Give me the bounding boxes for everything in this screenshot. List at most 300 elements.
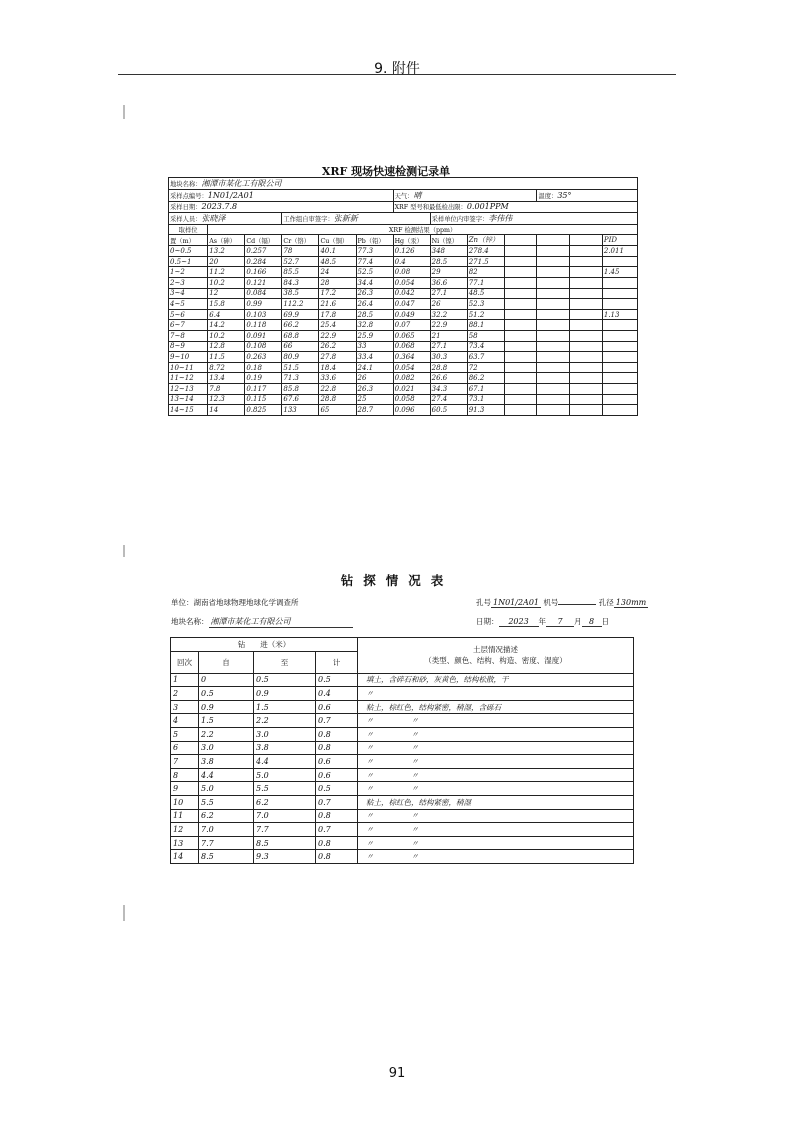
xrf-value-cell: 28.5	[356, 309, 393, 320]
xrf-value-cell	[570, 405, 603, 416]
model-value: 0.001PPM	[466, 202, 509, 212]
date-cell	[169, 202, 394, 213]
weather-value: 晴	[413, 191, 422, 200]
xrf-value-cell: 0.284	[245, 256, 282, 267]
drilling-value-cell: 8	[171, 768, 199, 782]
drilling-value-cell: 0.6	[316, 768, 358, 782]
drilling-value-cell: 11	[171, 809, 199, 823]
drilling-value-cell: 3	[171, 700, 199, 714]
xrf-depth-cell: 9~10	[169, 352, 208, 363]
xrf-col-header: Cr（铬）	[282, 235, 319, 246]
drilling-value-cell: 0.8	[316, 850, 358, 864]
xrf-value-cell: 15.8	[208, 299, 245, 310]
xrf-value-cell	[602, 277, 637, 288]
date-day: 8	[582, 617, 602, 627]
drilling-value-cell: 0.9	[199, 700, 254, 714]
weather-cell	[393, 190, 537, 202]
xrf-value-cell: 52.7	[282, 256, 319, 267]
xrf-value-cell: 0.084	[245, 288, 282, 299]
site-value: 湘潭市某化工有限公司	[201, 179, 282, 188]
drilling-row	[171, 741, 634, 755]
xrf-value-cell: 133	[282, 405, 319, 416]
drilling-row	[171, 755, 634, 769]
hole-label: 孔号	[476, 598, 491, 607]
xrf-value-cell: 28.7	[356, 405, 393, 416]
xrf-value-cell: 0.049	[393, 309, 430, 320]
xrf-value-cell: 34.4	[356, 277, 393, 288]
xrf-value-cell: 0.082	[393, 373, 430, 384]
drilling-value-cell: 4.4	[254, 755, 316, 769]
xrf-row	[169, 246, 638, 257]
xrf-value-cell: 12.3	[208, 394, 245, 405]
xrf-value-cell: 27.8	[319, 352, 356, 363]
xrf-row	[169, 362, 638, 373]
drilling-value-cell: 8.5	[199, 850, 254, 864]
xrf-table	[168, 177, 638, 416]
drilling-row	[171, 809, 634, 823]
xrf-value-cell: 28.8	[319, 394, 356, 405]
xrf-depth-cell: 7~8	[169, 330, 208, 341]
drilling-value-cell: 0.6	[316, 700, 358, 714]
results-label: XRF 检测结果（ppm）	[208, 224, 638, 235]
xrf-value-cell	[602, 299, 637, 310]
xrf-value-cell: 73.1	[467, 394, 504, 405]
xrf-value-cell: 0.115	[245, 394, 282, 405]
xrf-row	[169, 288, 638, 299]
xrf-value-cell	[537, 246, 570, 257]
desc-label-1: 土层情况描述	[473, 645, 518, 655]
desc-header	[358, 638, 634, 674]
xrf-value-cell	[570, 320, 603, 331]
xrf-value-cell: 7.8	[208, 383, 245, 394]
drilling-date-label: 日期：	[476, 617, 499, 626]
xrf-value-cell: 0.091	[245, 330, 282, 341]
xrf-value-cell	[537, 267, 570, 278]
xrf-value-cell: 0.825	[245, 405, 282, 416]
progress-label: 钻 进（米）	[171, 638, 358, 652]
xrf-value-cell	[602, 362, 637, 373]
unit-review-value: 李伟伟	[488, 213, 513, 223]
xrf-depth-cell: 12~13	[169, 383, 208, 394]
xrf-value-cell: 13.4	[208, 373, 245, 384]
xrf-row	[169, 299, 638, 310]
xrf-value-cell: 348	[430, 246, 467, 257]
xrf-col-header: Hg（汞）	[393, 235, 430, 246]
xrf-value-cell: 13.2	[208, 246, 245, 257]
date-year: 2023	[499, 617, 539, 627]
drilling-value-cell: 1.5	[254, 700, 316, 714]
header-rule	[118, 74, 676, 75]
sampler-value: 张晓泽	[201, 213, 226, 223]
xrf-value-cell: 0.047	[393, 299, 430, 310]
xrf-value-cell	[537, 320, 570, 331]
drilling-value-cell: 0.7	[316, 714, 358, 728]
xrf-value-cell: 77.4	[356, 256, 393, 267]
drilling-col-header: 计	[316, 651, 358, 673]
xrf-depth-cell: 14~15	[169, 405, 208, 416]
drilling-unit: 单位：湖南省地球物理地球化学调查所	[171, 598, 299, 607]
xrf-value-cell	[504, 309, 537, 320]
xrf-value-cell	[537, 362, 570, 373]
model-cell	[393, 202, 637, 213]
drilling-row	[171, 850, 634, 864]
xrf-value-cell: 40.1	[319, 246, 356, 257]
xrf-value-cell	[537, 394, 570, 405]
drilling-value-cell: 3.8	[254, 741, 316, 755]
xrf-value-cell: 77.3	[356, 246, 393, 257]
hole-value: 1N01/2A01	[493, 598, 540, 607]
drilling-value-cell: 2.2	[254, 714, 316, 728]
xrf-value-cell: 85.8	[282, 383, 319, 394]
review-cell	[282, 212, 430, 224]
drilling-value-cell: 7.0	[254, 809, 316, 823]
drilling-value-cell: 9.3	[254, 850, 316, 864]
xrf-col-header: As（砷）	[208, 235, 245, 246]
xrf-value-cell	[504, 299, 537, 310]
drilling-value-cell: 0.5	[316, 782, 358, 796]
xrf-value-cell: 24	[319, 267, 356, 278]
drilling-value-cell: 4	[171, 714, 199, 728]
xrf-value-cell	[570, 309, 603, 320]
drilling-value-cell: 5.5	[199, 795, 254, 809]
drilling-value-cell: 0.5	[199, 687, 254, 701]
temp-value: 35°	[557, 191, 572, 200]
drilling-desc-cell: 〃 〃	[358, 823, 634, 837]
xrf-value-cell	[537, 341, 570, 352]
drilling-row	[171, 823, 634, 837]
drilling-value-cell: 3.0	[199, 741, 254, 755]
xrf-value-cell: 271.5	[467, 256, 504, 267]
xrf-value-cell: 48.5	[319, 256, 356, 267]
xrf-value-cell: 22.9	[430, 320, 467, 331]
drilling-value-cell: 4.4	[199, 768, 254, 782]
xrf-col-header	[570, 235, 603, 246]
xrf-value-cell: 67.1	[467, 383, 504, 394]
drilling-site-label: 地块名称：	[171, 617, 209, 626]
xrf-value-cell: 91.3	[467, 405, 504, 416]
drilling-value-cell: 7	[171, 755, 199, 769]
xrf-value-cell: 17.2	[319, 288, 356, 299]
drilling-value-cell: 0.6	[316, 755, 358, 769]
drilling-value-cell: 7.7	[254, 823, 316, 837]
xrf-value-cell: 0.054	[393, 277, 430, 288]
xrf-col-header: Cu（铜）	[319, 235, 356, 246]
xrf-value-cell: 24.1	[356, 362, 393, 373]
xrf-col-header	[504, 235, 537, 246]
drilling-value-cell: 1.5	[199, 714, 254, 728]
xrf-value-cell: 12.8	[208, 341, 245, 352]
xrf-col-header: Ni（镍）	[430, 235, 467, 246]
drilling-table	[170, 637, 634, 864]
xrf-value-cell	[570, 288, 603, 299]
xrf-value-cell	[537, 383, 570, 394]
drilling-desc-cell: 〃 〃	[358, 809, 634, 823]
xrf-value-cell	[504, 383, 537, 394]
xrf-value-cell: 0.18	[245, 362, 282, 373]
xrf-value-cell: 0.021	[393, 383, 430, 394]
xrf-value-cell	[602, 394, 637, 405]
machine-label: 机号	[543, 598, 559, 607]
xrf-value-cell: 34.3	[430, 383, 467, 394]
xrf-value-cell: 77.1	[467, 277, 504, 288]
xrf-row	[169, 256, 638, 267]
drilling-date-line	[476, 616, 609, 627]
xrf-value-cell: 32.2	[430, 309, 467, 320]
diameter-label: 孔径	[598, 598, 614, 607]
drilling-value-cell: 1	[171, 673, 199, 687]
xrf-value-cell: 0.054	[393, 362, 430, 373]
xrf-depth-cell: 0.5~1	[169, 256, 208, 267]
xrf-value-cell: 0.121	[245, 277, 282, 288]
drilling-desc-cell: 〃 〃	[358, 782, 634, 796]
xrf-value-cell: 8.72	[208, 362, 245, 373]
xrf-title: XRF 现场快速检测记录单	[321, 165, 451, 178]
xrf-value-cell: 51.5	[282, 362, 319, 373]
drilling-row	[171, 673, 634, 687]
xrf-value-cell: 112.2	[282, 299, 319, 310]
xrf-value-cell: 0.117	[245, 383, 282, 394]
xrf-value-cell: 11.5	[208, 352, 245, 363]
xrf-value-cell	[504, 362, 537, 373]
drilling-desc-cell: 粘土，棕红色，结构紧密，稍湿，含砾石	[358, 700, 634, 714]
xrf-col-header: Zn（锌）	[467, 235, 504, 246]
xrf-depth-cell: 6~7	[169, 320, 208, 331]
xrf-value-cell	[504, 246, 537, 257]
drilling-desc-cell: 〃 〃	[358, 714, 634, 728]
xrf-value-cell: 17.8	[319, 309, 356, 320]
xrf-row	[169, 309, 638, 320]
xrf-value-cell: 26.3	[356, 288, 393, 299]
xrf-value-cell: 21	[430, 330, 467, 341]
xrf-value-cell: 0.263	[245, 352, 282, 363]
drilling-row	[171, 687, 634, 701]
xrf-value-cell	[570, 362, 603, 373]
xrf-value-cell	[537, 277, 570, 288]
xrf-depth-cell: 13~14	[169, 394, 208, 405]
xrf-value-cell	[537, 373, 570, 384]
xrf-row	[169, 320, 638, 331]
xrf-row	[169, 394, 638, 405]
xrf-value-cell: 0.118	[245, 320, 282, 331]
xrf-value-cell: 28.8	[430, 362, 467, 373]
xrf-value-cell	[504, 288, 537, 299]
drilling-col-header: 回次	[171, 651, 199, 673]
xrf-depth-cell: 8~9	[169, 341, 208, 352]
xrf-value-cell: 14	[208, 405, 245, 416]
xrf-value-cell: 73.4	[467, 341, 504, 352]
scan-mark	[123, 545, 125, 557]
xrf-value-cell: 0.08	[393, 267, 430, 278]
xrf-value-cell	[504, 267, 537, 278]
drilling-desc-cell: 填土，含碎石和砂，灰黄色，结构松散，干	[358, 673, 634, 687]
xrf-row	[169, 352, 638, 363]
xrf-col-header: Pb（铅）	[356, 235, 393, 246]
xrf-value-cell: 2.011	[602, 246, 637, 257]
xrf-value-cell: 58	[467, 330, 504, 341]
xrf-value-cell: 52.3	[467, 299, 504, 310]
xrf-value-cell: 27.1	[430, 341, 467, 352]
drilling-desc-cell: 〃	[358, 687, 634, 701]
xrf-value-cell: 0.103	[245, 309, 282, 320]
xrf-value-cell	[537, 288, 570, 299]
xrf-value-cell	[602, 288, 637, 299]
xrf-value-cell: 0.166	[245, 267, 282, 278]
desc-label-2: （类型、颜色、结构、构造、密度、湿度）	[424, 656, 567, 666]
xrf-value-cell: 0.19	[245, 373, 282, 384]
date-value: 2023.7.8	[201, 202, 238, 212]
xrf-row	[169, 277, 638, 288]
drilling-value-cell: 3.0	[254, 727, 316, 741]
xrf-col-header: Cd（镉）	[245, 235, 282, 246]
xrf-value-cell	[537, 309, 570, 320]
xrf-value-cell	[537, 299, 570, 310]
drilling-value-cell: 3.8	[199, 755, 254, 769]
xrf-row	[169, 341, 638, 352]
xrf-depth-cell: 4~5	[169, 299, 208, 310]
xrf-value-cell: 26.6	[430, 373, 467, 384]
drilling-desc-cell: 粘土，棕红色，结构紧密，稍湿	[358, 795, 634, 809]
point-label: 采样点编号：	[170, 193, 208, 200]
drilling-value-cell: 0.5	[254, 673, 316, 687]
xrf-value-cell: 26	[430, 299, 467, 310]
drilling-desc-cell: 〃 〃	[358, 741, 634, 755]
drilling-value-cell: 5.5	[254, 782, 316, 796]
drilling-value-cell: 2.2	[199, 727, 254, 741]
xrf-value-cell: 33.4	[356, 352, 393, 363]
xrf-value-cell: 85.5	[282, 267, 319, 278]
page-header: 9. 附件	[374, 61, 420, 77]
drilling-desc-cell: 〃 〃	[358, 727, 634, 741]
xrf-value-cell: 72	[467, 362, 504, 373]
drilling-site-value: 湘潭市某化工有限公司	[209, 616, 353, 628]
xrf-value-cell: 27.1	[430, 288, 467, 299]
xrf-row	[169, 383, 638, 394]
xrf-value-cell: 65	[319, 405, 356, 416]
drilling-col-header: 自	[199, 651, 254, 673]
xrf-value-cell: 82	[467, 267, 504, 278]
xrf-value-cell: 52.5	[356, 267, 393, 278]
drilling-value-cell: 14	[171, 850, 199, 864]
xrf-value-cell: 51.2	[467, 309, 504, 320]
xrf-depth-cell: 3~4	[169, 288, 208, 299]
drilling-value-cell: 13	[171, 836, 199, 850]
xrf-value-cell	[602, 330, 637, 341]
drilling-value-cell: 0.8	[316, 809, 358, 823]
xrf-value-cell: 32.8	[356, 320, 393, 331]
xrf-value-cell: 48.5	[467, 288, 504, 299]
xrf-value-cell	[570, 341, 603, 352]
xrf-value-cell: 38.5	[282, 288, 319, 299]
xrf-depth-cell: 11~12	[169, 373, 208, 384]
drilling-value-cell: 2	[171, 687, 199, 701]
xrf-value-cell	[570, 330, 603, 341]
xrf-value-cell: 71.3	[282, 373, 319, 384]
temp-cell	[537, 190, 638, 202]
drilling-row	[171, 700, 634, 714]
drilling-value-cell: 7.7	[199, 836, 254, 850]
xrf-value-cell	[570, 394, 603, 405]
xrf-value-cell: 25.4	[319, 320, 356, 331]
drilling-value-cell: 0.7	[316, 823, 358, 837]
xrf-value-cell: 0.257	[245, 246, 282, 257]
xrf-value-cell	[504, 405, 537, 416]
drilling-value-cell: 5.0	[254, 768, 316, 782]
xrf-value-cell: 28.5	[430, 256, 467, 267]
drilling-hole-line	[476, 597, 648, 608]
xrf-value-cell: 26.3	[356, 383, 393, 394]
xrf-depth-cell: 10~11	[169, 362, 208, 373]
xrf-value-cell	[504, 394, 537, 405]
xrf-value-cell: 1.45	[602, 267, 637, 278]
xrf-value-cell	[504, 330, 537, 341]
xrf-value-cell	[504, 352, 537, 363]
xrf-value-cell	[602, 383, 637, 394]
xrf-value-cell: 0.068	[393, 341, 430, 352]
xrf-value-cell: 0.065	[393, 330, 430, 341]
drilling-site-line	[171, 616, 353, 628]
temp-label: 温度：	[538, 193, 558, 200]
xrf-value-cell: 0.364	[393, 352, 430, 363]
drilling-row	[171, 768, 634, 782]
scan-mark	[123, 105, 125, 119]
xrf-value-cell	[570, 299, 603, 310]
drilling-value-cell: 10	[171, 795, 199, 809]
xrf-value-cell: 86.2	[467, 373, 504, 384]
xrf-value-cell: 88.1	[467, 320, 504, 331]
drilling-value-cell: 0.9	[254, 687, 316, 701]
drilling-value-cell: 6.2	[254, 795, 316, 809]
model-label: XRF 型号和最低检出限：	[394, 204, 467, 212]
drilling-row	[171, 795, 634, 809]
drilling-value-cell: 8.5	[254, 836, 316, 850]
day-label: 日	[601, 617, 609, 626]
xrf-value-cell: 60.5	[430, 405, 467, 416]
xrf-value-cell: 6.4	[208, 309, 245, 320]
review-value: 张新新	[333, 213, 358, 223]
xrf-depth-cell: 5~6	[169, 309, 208, 320]
xrf-value-cell: 78	[282, 246, 319, 257]
page-number: 91	[388, 1066, 406, 1081]
xrf-value-cell: 66.2	[282, 320, 319, 331]
xrf-value-cell: 0.058	[393, 394, 430, 405]
xrf-value-cell: 25.9	[356, 330, 393, 341]
drilling-title: 钻探情况表	[340, 573, 454, 588]
xrf-value-cell	[570, 246, 603, 257]
xrf-col-header	[537, 235, 570, 246]
xrf-value-cell	[537, 405, 570, 416]
xrf-value-cell	[570, 383, 603, 394]
xrf-value-cell	[602, 373, 637, 384]
drilling-value-cell: 6	[171, 741, 199, 755]
xrf-value-cell: 33	[356, 341, 393, 352]
xrf-value-cell: 26.2	[319, 341, 356, 352]
xrf-value-cell: 26.4	[356, 299, 393, 310]
xrf-value-cell: 66	[282, 341, 319, 352]
xrf-row	[169, 267, 638, 278]
xrf-value-cell: 11.2	[208, 267, 245, 278]
xrf-value-cell: 67.6	[282, 394, 319, 405]
xrf-depth-cell: 2~3	[169, 277, 208, 288]
xrf-value-cell: 0.108	[245, 341, 282, 352]
drilling-value-cell: 0.8	[316, 836, 358, 850]
depth-label-1: 取样位	[169, 224, 208, 235]
drilling-value-cell: 0.8	[316, 727, 358, 741]
drilling-value-cell: 7.0	[199, 823, 254, 837]
xrf-row	[169, 405, 638, 416]
machine-value	[558, 604, 596, 605]
xrf-value-cell: 12	[208, 288, 245, 299]
drilling-row	[171, 727, 634, 741]
